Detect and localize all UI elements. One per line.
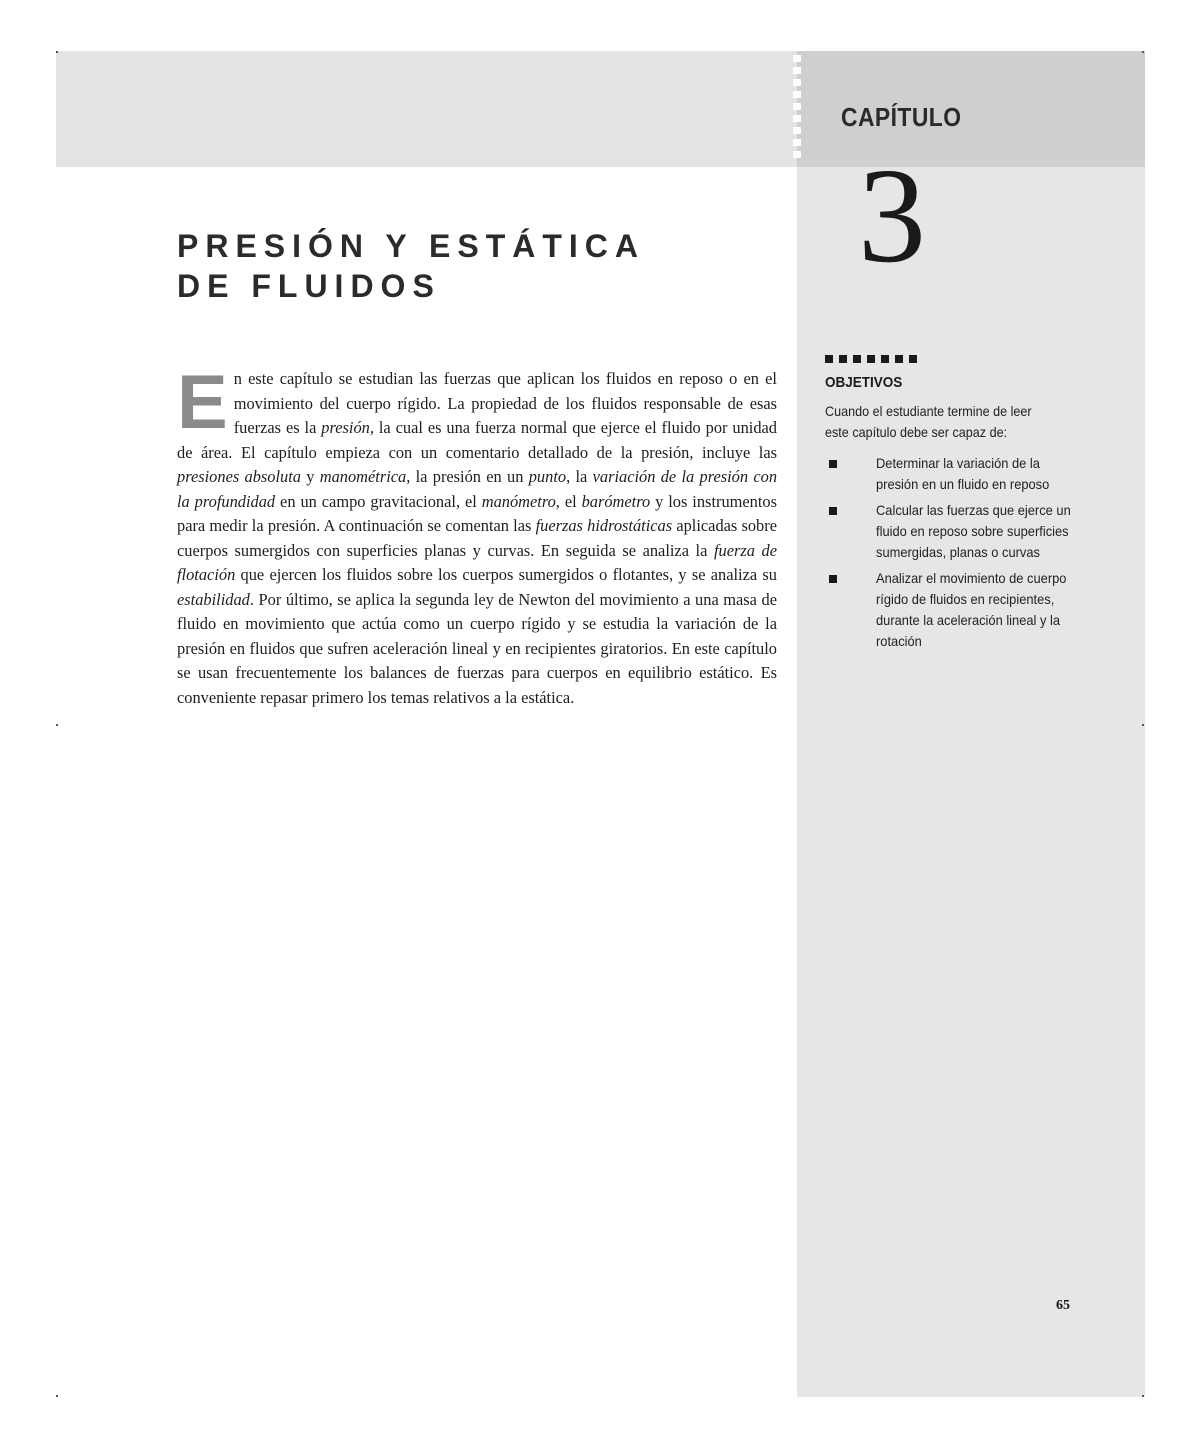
emphasized-term: fuerza de flotación	[177, 540, 777, 584]
square-icon	[909, 355, 917, 363]
body-text-run: . Por último, se aplica la segunda ley de Newton del movimiento a una masa de fluido en movimiento que actúa como un cuerpo rígido y se estudia la variación de la presión en fluidos que sufren aceleración lineal y en recipientes giratorios. En este capítulo se usan frecuentemente los balances de fuerzas para cuerpos en equilibrio estático. Es conveniente repasar primero los temas relativos a la estática.	[177, 589, 777, 707]
emphasized-term: manómetro	[481, 491, 556, 511]
body-text-run: , la cual es una fuerza normal que ejerce el fluido por unidad de área. El capítulo empieza con un comentario detallado de la presión, incluye las	[177, 418, 778, 462]
body-text-run: y los instrumentos para medir la presión. A continuación se comentan las	[177, 491, 777, 535]
objective-text: Analizar el movimiento de cuerpo rígido de fluidos en recipientes, durante la aceleración lineal y la rotación	[876, 570, 1067, 649]
chapter-title-line: PRESIÓN Y ESTÁTICA	[177, 228, 645, 264]
header-band	[56, 51, 797, 167]
square-bullet-icon	[829, 507, 837, 515]
objective-item	[825, 500, 1095, 563]
objectives-heading: OBJETIVOS	[825, 374, 903, 391]
square-bullet-icon	[829, 460, 837, 468]
body-text-run: aplicadas sobre cuerpos sumergidos con superficies planas y curvas. En seguida se analiza la	[177, 516, 777, 560]
body-text-run: , la	[566, 467, 593, 486]
square-icon	[881, 355, 889, 363]
sidebar-column	[797, 167, 1145, 1397]
emphasized-term: presión	[321, 418, 370, 437]
body-text-run: y	[300, 467, 320, 486]
drop-cap: E	[177, 360, 228, 445]
square-icon	[839, 355, 847, 363]
objective-text: Determinar la variación de la presión en un fluido en reposo	[876, 455, 1050, 492]
chapter-title	[177, 226, 645, 306]
objective-item	[825, 453, 1095, 495]
intro-paragraph	[177, 360, 778, 710]
chapter-number: 3	[858, 141, 926, 291]
perforation-strip	[793, 55, 801, 159]
chapter-title-line: DE FLUIDOS	[177, 268, 441, 304]
objectives-marker	[825, 355, 917, 363]
objectives-list	[825, 453, 1095, 657]
chapter-label: CAPÍTULO	[841, 102, 962, 132]
emphasized-term: manométrica,	[319, 467, 411, 486]
page-number: 65	[1056, 1298, 1070, 1313]
objective-item	[825, 568, 1095, 652]
body-text-run: que ejercen los fluidos sobre los cuerpos sumergidos o flotantes, y se analiza su	[235, 565, 777, 584]
emphasized-term: barómetro	[581, 491, 651, 511]
square-icon	[895, 355, 903, 363]
square-bullet-icon	[829, 575, 837, 583]
body-text-run: , el	[555, 491, 582, 511]
body-text-run: n este capítulo se estudian las fuerzas que aplican los fluidos en reposo o en el movimiento del cuerpo rígido. La propiedad de los fluidos responsable de esas fuerzas es la	[233, 369, 777, 437]
square-icon	[825, 355, 833, 363]
crop-mark	[1142, 51, 1144, 53]
crop-mark	[56, 724, 58, 726]
square-icon	[867, 355, 875, 363]
emphasized-term: punto	[528, 467, 567, 486]
emphasized-term: presiones absoluta	[177, 467, 301, 486]
objectives-intro: Cuando el estudiante termine de leer este capítulo debe ser capaz de:	[825, 403, 1032, 440]
objective-text: Calcular las fuerzas que ejerce un fluido en reposo sobre superficies sumergidas, planas o curvas	[876, 502, 1071, 560]
crop-mark	[1142, 1395, 1144, 1397]
crop-mark	[56, 51, 58, 53]
crop-mark	[56, 1395, 58, 1397]
crop-mark	[1142, 724, 1144, 726]
emphasized-term: variación de la presión con la profundidad	[177, 467, 778, 511]
body-text-run: en un campo gravitacional, el	[275, 491, 482, 511]
body-text-run: la presión en un	[410, 467, 529, 486]
emphasized-term: fuerzas hidrostáticas	[535, 516, 673, 535]
emphasized-term: estabilidad	[177, 589, 250, 609]
square-icon	[853, 355, 861, 363]
